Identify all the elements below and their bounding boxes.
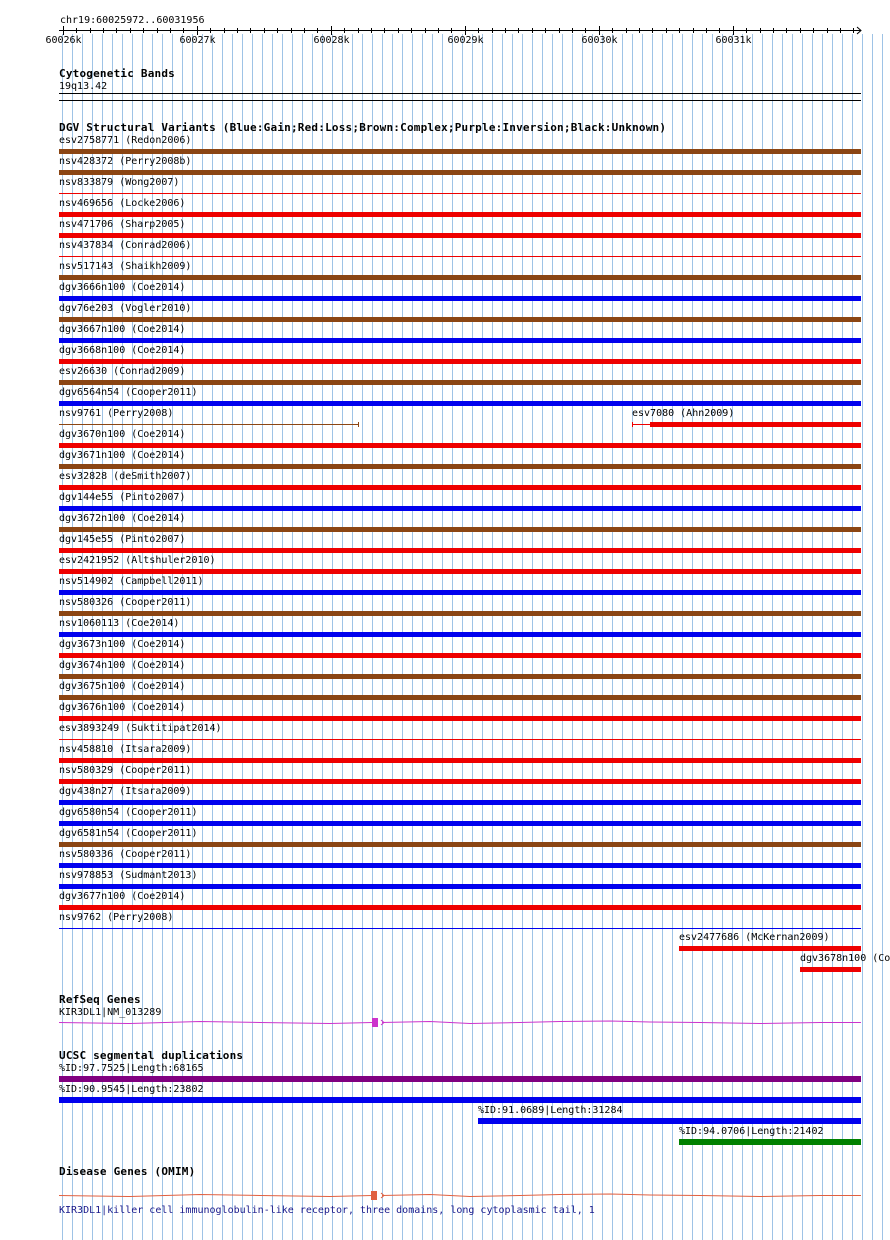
dgv-feature-bar — [59, 485, 861, 490]
dgv-feature-label[interactable]: nsv978853 (Sudmant2013) — [59, 870, 198, 881]
dgv-track-title[interactable]: DGV Structural Variants (Blue:Gain;Red:Loss;Brown:Complex;Purple:Inversion;Black:Unknown) — [59, 121, 667, 134]
omim-intron-line — [382, 1194, 861, 1197]
dgv-feature-label[interactable]: dgv3675n100 (Coe2014) — [59, 681, 186, 692]
refseq-gene-label[interactable]: KIR3DL1|NM_013289 — [59, 1007, 162, 1018]
dgv-feature-bar — [59, 149, 861, 154]
dgv-feature-label[interactable]: dgv3666n100 (Coe2014) — [59, 282, 186, 293]
dgv-feature-label[interactable]: dgv6580n54 (Cooper2011) — [59, 807, 198, 818]
dgv-feature-bar — [59, 569, 861, 574]
refseq-intron-line — [59, 1022, 372, 1024]
dgv-feature-bar — [59, 317, 861, 322]
dgv-feature-label[interactable]: nsv517143 (Shaikh2009) — [59, 261, 192, 272]
dgv-feature-label[interactable]: esv2477686 (McKernan2009) — [679, 932, 830, 943]
cytoband-track-title[interactable]: Cytogenetic Bands — [59, 67, 175, 80]
dgv-feature-label[interactable]: nsv9762 (Perry2008) — [59, 912, 174, 923]
dgv-feature-label[interactable]: dgv438n27 (Itsara2009) — [59, 786, 192, 797]
dgv-feature-label[interactable]: dgv3678n100 (Co — [800, 953, 890, 964]
dgv-feature-label[interactable]: dgv3674n100 (Coe2014) — [59, 660, 186, 671]
refseq-intron-line — [382, 1021, 861, 1024]
dgv-feature-label[interactable]: nsv580326 (Cooper2011) — [59, 597, 192, 608]
dgv-feature-label[interactable]: nsv514902 (Campbell2011) — [59, 576, 204, 587]
dgv-feature-bar — [59, 611, 861, 616]
dgv-feature-label[interactable]: nsv469656 (Locke2006) — [59, 198, 186, 209]
dgv-feature-label[interactable]: dgv3670n100 (Coe2014) — [59, 429, 186, 440]
dgv-feature-bar — [59, 821, 861, 826]
ruler-tick-label: 60031k — [715, 35, 752, 46]
dgv-feature-bar — [59, 170, 861, 175]
segdup-feature-label[interactable]: %ID:90.9545|Length:23802 — [59, 1084, 204, 1095]
dgv-feature-bar — [59, 632, 861, 637]
dgv-feature-bar — [59, 695, 861, 700]
dgv-feature-bar — [59, 548, 861, 553]
dgv-feature-bar — [59, 233, 861, 238]
dgv-feature-bar — [59, 296, 861, 301]
ruler-tick-label: 60029k — [447, 35, 484, 46]
dgv-feature-bar — [59, 779, 861, 784]
omim-intron-line — [59, 1195, 372, 1197]
dgv-feature-label[interactable]: nsv580336 (Cooper2011) — [59, 849, 192, 860]
omim-exon — [371, 1191, 377, 1200]
dgv-feature-bar — [800, 967, 861, 972]
dgv-feature-bar — [59, 212, 861, 217]
dgv-feature-label[interactable]: esv26630 (Conrad2009) — [59, 366, 186, 377]
dgv-feature-label[interactable]: esv2758771 (Redon2006) — [59, 135, 192, 146]
dgv-feature-label[interactable]: nsv580329 (Cooper2011) — [59, 765, 192, 776]
segdup-feature-bar — [478, 1118, 861, 1124]
dgv-feature-label[interactable]: dgv76e203 (Vogler2010) — [59, 303, 192, 314]
dgv-feature-bar — [59, 884, 861, 889]
dgv-feature-label[interactable]: nsv471706 (Sharp2005) — [59, 219, 186, 230]
dgv-feature-label[interactable]: dgv3672n100 (Coe2014) — [59, 513, 186, 524]
omim-track-title[interactable]: Disease Genes (OMIM) — [59, 1165, 196, 1178]
coordinate-ruler — [59, 26, 861, 35]
dgv-feature-bar — [59, 863, 861, 868]
dgv-feature-label[interactable]: nsv833879 (Wong2007) — [59, 177, 180, 188]
segdup-track-title[interactable]: UCSC segmental duplications — [59, 1049, 244, 1062]
dgv-feature-label[interactable]: dgv144e55 (Pinto2007) — [59, 492, 186, 503]
dgv-feature-label[interactable]: esv32828 (deSmith2007) — [59, 471, 192, 482]
segdup-feature-label[interactable]: %ID:94.0706|Length:21402 — [679, 1126, 824, 1137]
dgv-feature-label[interactable]: nsv9761 (Perry2008) — [59, 408, 174, 419]
dgv-feature-bar — [59, 653, 861, 658]
dgv-feature-label[interactable]: esv3893249 (Suktitipat2014) — [59, 723, 222, 734]
omim-gene-label[interactable]: KIR3DL1|killer cell immunoglobulin-like receptor, three domains, long cytoplasmic tail, 1 — [59, 1205, 595, 1216]
dgv-feature-label[interactable]: esv7080 (Ahn2009) — [632, 408, 735, 419]
dgv-feature-bar — [59, 590, 861, 595]
dgv-feature-bar — [59, 758, 861, 763]
location-label: chr19:60025972..60031956 — [60, 15, 205, 26]
refseq-track-glyphs — [59, 1018, 861, 1027]
dgv-feature-label[interactable]: dgv3668n100 (Coe2014) — [59, 345, 186, 356]
dgv-feature-label[interactable]: esv2421952 (Altshuler2010) — [59, 555, 216, 566]
dgv-feature-bar — [59, 800, 861, 805]
segdup-feature-label[interactable]: %ID:97.7525|Length:68165 — [59, 1063, 204, 1074]
segdup-feature-label[interactable]: %ID:91.0689|Length:31284 — [478, 1105, 623, 1116]
ruler-tick-label: 60026k — [45, 35, 82, 46]
dgv-feature-bar — [59, 443, 861, 448]
dgv-feature-label[interactable]: dgv6581n54 (Cooper2011) — [59, 828, 198, 839]
cytoband-track — [59, 94, 861, 101]
dgv-feature-label[interactable]: nsv1060113 (Coe2014) — [59, 618, 180, 629]
segdup-feature-bar — [59, 1076, 861, 1082]
dgv-feature-bar — [650, 422, 861, 427]
ruler-tick-label: 60028k — [313, 35, 350, 46]
dgv-feature-bar — [59, 464, 861, 469]
refseq-track-title[interactable]: RefSeq Genes — [59, 993, 141, 1006]
dgv-feature-bar — [59, 506, 861, 511]
dgv-feature-label[interactable]: dgv3676n100 (Coe2014) — [59, 702, 186, 713]
dgv-feature-bar — [59, 359, 861, 364]
dgv-feature-label[interactable]: dgv3677n100 (Coe2014) — [59, 891, 186, 902]
dgv-feature-label[interactable]: dgv3671n100 (Coe2014) — [59, 450, 186, 461]
ruler-tick-label: 60027k — [179, 35, 216, 46]
dgv-feature-bar — [679, 946, 861, 951]
dgv-feature-bar — [59, 338, 861, 343]
dgv-feature-bar — [59, 401, 861, 406]
refseq-exon — [372, 1018, 378, 1027]
dgv-feature-label[interactable]: dgv3673n100 (Coe2014) — [59, 639, 186, 650]
dgv-feature-bar — [59, 674, 861, 679]
ruler-tick-label: 60030k — [581, 35, 618, 46]
segdup-feature-bar — [679, 1139, 861, 1145]
segdup-feature-bar — [59, 1097, 861, 1103]
dgv-feature-bar — [59, 905, 861, 910]
dgv-feature-bar — [59, 527, 861, 532]
dgv-feature-label[interactable]: nsv437834 (Conrad2006) — [59, 240, 192, 251]
dgv-feature-bar — [59, 275, 861, 280]
dgv-feature-label[interactable]: dgv145e55 (Pinto2007) — [59, 534, 186, 545]
dgv-feature-bar — [59, 380, 861, 385]
omim-track-glyphs — [59, 1191, 861, 1200]
dgv-feature-label[interactable]: nsv428372 (Perry2008b) — [59, 156, 192, 167]
dgv-feature-label[interactable]: dgv6564n54 (Cooper2011) — [59, 387, 198, 398]
cytoband-label[interactable]: 19q13.42 — [59, 81, 108, 92]
dgv-feature-label[interactable]: dgv3667n100 (Coe2014) — [59, 324, 186, 335]
dgv-feature-bar — [59, 716, 861, 721]
dgv-feature-bar — [59, 842, 861, 847]
dgv-feature-label[interactable]: nsv458810 (Itsara2009) — [59, 744, 192, 755]
